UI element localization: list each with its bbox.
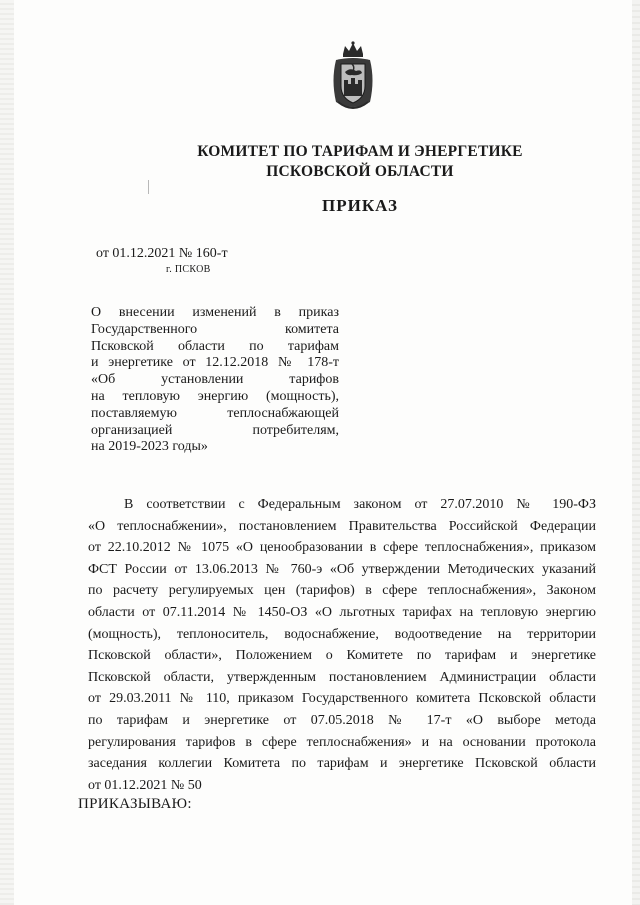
subject-line: на тепловую энергию (мощность), <box>91 388 339 404</box>
subject-line: Псковской области по тарифам <box>91 338 339 354</box>
city-name: г. ПСКОВ <box>166 264 211 275</box>
preamble-paragraph <box>88 494 596 796</box>
order-directive: ПРИКАЗЫВАЮ: <box>78 796 192 812</box>
body-line: заседания коллегии Комитета по тарифам и энергетике Псковской области <box>88 756 596 772</box>
organization-title <box>150 142 570 182</box>
body-line: по тарифам и энергетике от 07.05.2018 № 17-т «О выборе метода <box>88 712 596 728</box>
body-line: «О теплоснабжении», постановлением Правительства Российской Федерации <box>88 518 596 534</box>
scan-edge-left <box>0 0 14 905</box>
body-line: от 29.03.2011 № 110, приказом Государственного комитета Псковской области <box>88 691 596 707</box>
subject-line: О внесении изменений в приказ <box>91 305 339 320</box>
subject-line: и энергетике от 12.12.2018 № 178-т <box>91 355 339 371</box>
body-line: Псковской области», Положением о Комитете по тарифам и энергетике <box>88 648 596 664</box>
subject-line: поставляемую теплоснабжающей <box>91 405 339 421</box>
scan-edge-right <box>632 0 640 905</box>
date-and-number: от 01.12.2021 № 160-т <box>96 246 228 261</box>
body-line: области от 07.11.2014 № 1450-ОЗ «О льготных тарифах на тепловую энергию <box>88 604 596 620</box>
body-line: от 22.10.2012 № 1075 «О ценообразовании в сфере теплоснабжения», приказом <box>88 540 596 556</box>
subject-block <box>91 305 339 456</box>
subject-line: Государственного комитета <box>91 321 339 337</box>
body-line: В соответствии с Федеральным законом от 27.07.2010 № 190-ФЗ <box>124 497 596 512</box>
org-title-line-1: КОМИТЕТ ПО ТАРИФАМ И ЭНЕРГЕТИКЕ <box>197 143 523 160</box>
coat-of-arms-icon <box>328 40 378 114</box>
body-line: регулирования тарифов в сфере теплоснабжения» и на основании протокола <box>88 734 596 750</box>
body-line: по расчету регулируемых цен (тарифов) в сфере теплоснабжения», Законом <box>88 583 596 599</box>
body-line: Псковской области, утвержденным постановлением Администрации области <box>88 669 596 685</box>
subject-line: «Об установлении тарифов <box>91 372 339 388</box>
document-type: ПРИКАЗ <box>322 196 398 215</box>
subject-line: на 2019-2023 годы» <box>91 439 208 455</box>
subject-line: организацией потребителям, <box>91 422 339 438</box>
body-line: ФСТ России от 13.06.2013 № 760-э «Об утверждении Методических указаний <box>88 561 596 577</box>
body-line: от 01.12.2021 № 50 <box>88 777 202 793</box>
scan-mark <box>148 180 149 194</box>
body-line: (мощность), теплоноситель, водоснабжение, водоотведение на территории <box>88 626 596 642</box>
org-title-line-2: ПСКОВСКОЙ ОБЛАСТИ <box>266 163 454 180</box>
